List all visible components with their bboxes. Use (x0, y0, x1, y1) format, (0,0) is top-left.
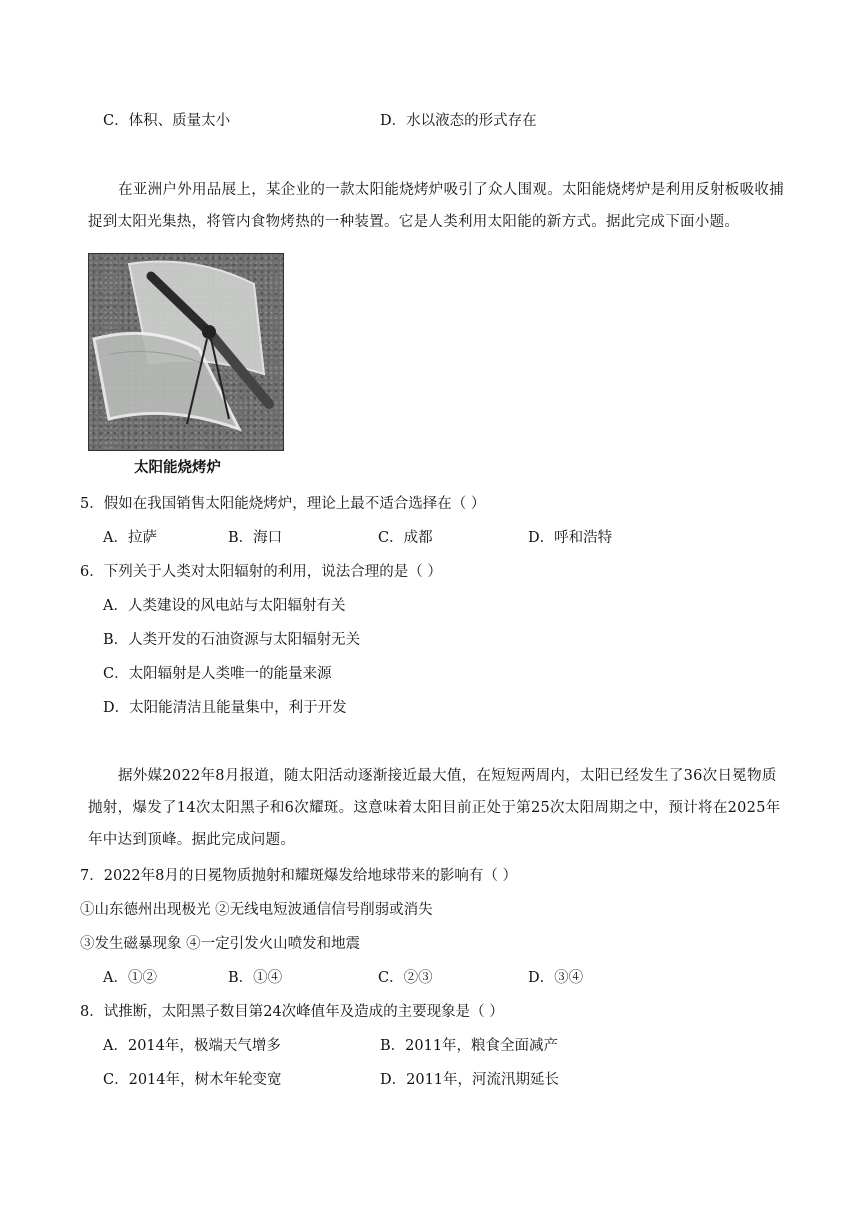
solar-grill-illustration (89, 254, 283, 450)
question-8-stem: 8．试推断，太阳黑子数目第24次峰值年及造成的主要现象是（ ） (80, 1004, 504, 1020)
q8-option-b: B．2011年，粮食全面减产 (380, 1038, 559, 1054)
q8-option-c: C．2014年，树木年轮变宽 (103, 1072, 282, 1088)
question-7-stem: 7．2022年8月的日冕物质抛射和耀斑爆发给地球带来的影响有（ ） (80, 868, 517, 884)
q6-option-b: B．人类开发的石油资源与太阳辐射无关 (103, 632, 361, 648)
passage-solar-activity: 据外媒2022年8月报道，随太阳活动逐渐接近最大值，在短短两周内，太阳已经发生了36次日冕物质抛射，爆发了14次太阳黑子和6次耀斑。这意味着太阳目前正处于第25次太阳周期之中，预计将在2025年年中达到顶峰。据此完成问题。 (88, 768, 781, 848)
q7-option-a: A．①② (103, 970, 157, 986)
q5-option-d: D．呼和浩特 (528, 530, 613, 546)
q7-option-d: D．③④ (528, 970, 584, 986)
option-c-prev: C．体积、质量太小 (103, 113, 231, 129)
solar-grill-photo (88, 253, 284, 451)
q5-option-c: C．成都 (378, 530, 433, 546)
q5-option-a: A．拉萨 (103, 530, 157, 546)
option-d-prev: D．水以液态的形式存在 (380, 113, 537, 129)
q8-option-d: D．2011年，河流汛期延长 (380, 1072, 560, 1088)
q7-option-c: C．②③ (378, 970, 433, 986)
q6-option-c: C．太阳辐射是人类唯一的能量来源 (103, 666, 332, 682)
question-5-stem: 5．假如在我国销售太阳能烧烤炉，理论上最不适合选择在（ ） (80, 496, 486, 512)
q7-option-b: B．①④ (228, 970, 283, 986)
q5-option-b: B．海口 (228, 530, 283, 546)
q8-option-a: A．2014年，极端天气增多 (103, 1038, 281, 1054)
passage-solar-grill: 在亚洲户外用品展上，某企业的一款太阳能烧烤炉吸引了众人围观。太阳能烧烤炉是利用反射板吸收捕捉到太阳光集热，将管内食物烤热的一种装置。它是人类利用太阳能的新方式。据此完成下面小题。 (88, 182, 784, 230)
question-6-stem: 6．下列关于人类对太阳辐射的利用，说法合理的是（ ） (80, 564, 442, 580)
q6-option-a: A．人类建设的风电站与太阳辐射有关 (103, 598, 346, 614)
q6-option-d: D．太阳能清洁且能量集中，利于开发 (103, 700, 347, 716)
q7-items-3-4: ③发生磁暴现象 ④一定引发火山喷发和地震 (80, 936, 361, 952)
q7-items-1-2: ①山东德州出现极光 ②无线电短波通信信号削弱或消失 (80, 902, 433, 918)
figure-caption: 太阳能烧烤炉 (134, 460, 221, 476)
